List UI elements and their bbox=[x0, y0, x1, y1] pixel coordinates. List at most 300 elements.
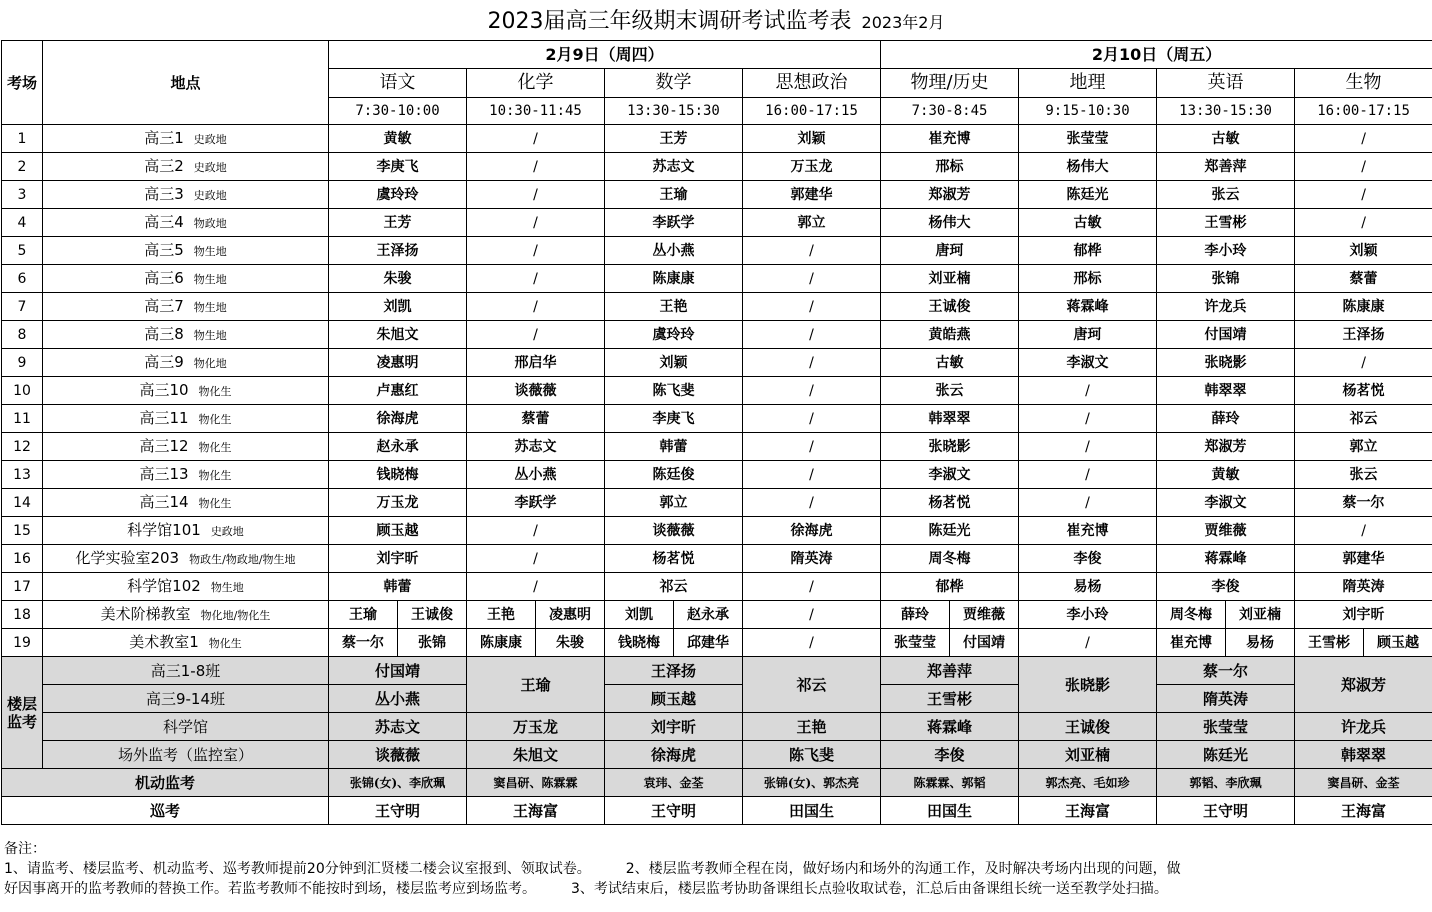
empty-slot: / bbox=[1295, 153, 1432, 181]
proctor-name: 李小玲 bbox=[1019, 601, 1157, 629]
table-row bbox=[2, 461, 1432, 489]
table-row bbox=[2, 433, 1432, 461]
proctor-name: 郑淑芳 bbox=[881, 181, 1019, 209]
floor-proctor: 王瑜 bbox=[467, 657, 605, 713]
proctor-schedule-table bbox=[1, 40, 1432, 825]
location-name: 高三8 bbox=[144, 324, 184, 343]
table-row bbox=[2, 349, 1432, 377]
proctor-name: 张云 bbox=[1295, 461, 1432, 489]
empty-slot: / bbox=[743, 293, 881, 321]
empty-slot: / bbox=[743, 629, 881, 657]
proctor-name: 郑淑芳 bbox=[1157, 433, 1295, 461]
location-name: 高三2 bbox=[144, 156, 184, 175]
room-location bbox=[43, 153, 329, 181]
time-header: 7:30-8:45 bbox=[881, 98, 1019, 125]
subject-header: 英语 bbox=[1157, 69, 1295, 98]
empty-slot: / bbox=[743, 377, 881, 405]
floor-proctor-label: 楼层监考 bbox=[2, 657, 43, 769]
proctor-name: 王诚俊 bbox=[398, 601, 467, 629]
patrol-name: 田国生 bbox=[881, 797, 1019, 825]
proctor-name: 张莹莹 bbox=[1019, 125, 1157, 153]
table-row bbox=[2, 517, 1432, 545]
location-name: 高三3 bbox=[144, 184, 184, 203]
empty-slot: / bbox=[743, 405, 881, 433]
title-text: 2023届高三年级期末调研考试监考表 bbox=[487, 9, 852, 34]
room-header: 考场 bbox=[2, 41, 43, 125]
room-location bbox=[43, 377, 329, 405]
subject-combo-tag: 物政地 bbox=[193, 216, 227, 230]
proctor-name: 谈薇薇 bbox=[605, 517, 743, 545]
proctor-name: 凌惠明 bbox=[536, 601, 605, 629]
table-row bbox=[2, 237, 1432, 265]
room-location bbox=[43, 517, 329, 545]
subject-combo-tag: 史政地 bbox=[210, 524, 244, 538]
floor-proctor-row bbox=[2, 713, 1432, 741]
location-name: 科学馆102 bbox=[127, 576, 201, 595]
empty-slot: / bbox=[467, 209, 605, 237]
subject-header: 数学 bbox=[605, 69, 743, 98]
proctor-name: 郁桦 bbox=[881, 573, 1019, 601]
time-header: 16:00-17:15 bbox=[743, 98, 881, 125]
room-number: 2 bbox=[2, 153, 43, 181]
patrol-label: 巡考 bbox=[2, 797, 329, 825]
room-number: 14 bbox=[2, 489, 43, 517]
proctor-name: 付国靖 bbox=[950, 629, 1019, 657]
proctor-name: 张晓影 bbox=[881, 433, 1019, 461]
room-number: 16 bbox=[2, 545, 43, 573]
table-row bbox=[2, 405, 1432, 433]
room-number: 10 bbox=[2, 377, 43, 405]
proctor-name: 刘颖 bbox=[743, 125, 881, 153]
proctor-name: 张莹莹 bbox=[881, 629, 950, 657]
proctor-name: 韩翠翠 bbox=[881, 405, 1019, 433]
title-bar bbox=[0, 0, 1432, 40]
proctor-name: 贾维薇 bbox=[950, 601, 1019, 629]
empty-slot: / bbox=[467, 293, 605, 321]
room-location bbox=[43, 321, 329, 349]
title-date: 2023年2月 bbox=[861, 13, 945, 32]
room-location bbox=[43, 209, 329, 237]
location-name: 美术教室1 bbox=[129, 632, 199, 651]
proctor-name: 徐海虎 bbox=[329, 405, 467, 433]
proctor-name: 郭立 bbox=[743, 209, 881, 237]
room-location bbox=[43, 349, 329, 377]
proctor-name: 刘亚楠 bbox=[1226, 601, 1295, 629]
proctor-name: 张云 bbox=[1157, 181, 1295, 209]
proctor-name: 郑善萍 bbox=[1157, 153, 1295, 181]
proctor-name: 刘颖 bbox=[605, 349, 743, 377]
proctor-name: 王泽扬 bbox=[1295, 321, 1432, 349]
floor-proctor: 顾玉越 bbox=[605, 685, 743, 713]
location-name: 高三7 bbox=[144, 296, 184, 315]
proctor-name: 王雪彬 bbox=[1157, 209, 1295, 237]
floor-proctor: 付国靖 bbox=[329, 657, 467, 685]
proctor-name: 张锦 bbox=[398, 629, 467, 657]
floor-proctor-row bbox=[2, 685, 1432, 713]
proctor-name: 韩蕾 bbox=[329, 573, 467, 601]
proctor-name: 李淑文 bbox=[881, 461, 1019, 489]
floor-proctor: 谈薇薇 bbox=[329, 741, 467, 769]
notes-line-2: 好因事离开的监考教师的替换工作。若监考教师不能按时到场，楼层监考应到场监考。 3、考试结束后，楼层监考协助备课组长点验收取试卷，汇总后由备课组长统一送至教学处扫描。 bbox=[4, 881, 1168, 897]
proctor-name: 凌惠明 bbox=[329, 349, 467, 377]
table-row bbox=[2, 265, 1432, 293]
subject-combo-tag: 物生地 bbox=[193, 244, 227, 258]
floor-proctor: 丛小燕 bbox=[329, 685, 467, 713]
notes-line-1: 1、请监考、楼层监考、机动监考、巡考教师提前20分钟到汇贤楼二楼会议室报到、领取试卷。 2、楼层监考教师全程在岗，做好场内和场外的沟通工作，及时解决考场内出现的问题，做 bbox=[4, 861, 1181, 877]
floor-proctor: 苏志文 bbox=[329, 713, 467, 741]
room-location bbox=[43, 461, 329, 489]
floor-proctor: 郑淑芳 bbox=[1295, 657, 1432, 713]
proctor-name: 黄皓燕 bbox=[881, 321, 1019, 349]
proctor-name: 蔡蕾 bbox=[1295, 265, 1432, 293]
location-name: 高三5 bbox=[144, 240, 184, 259]
proctor-name: 易杨 bbox=[1019, 573, 1157, 601]
floor-proctor: 李俊 bbox=[881, 741, 1019, 769]
floor-proctor: 许龙兵 bbox=[1295, 713, 1432, 741]
subject-header: 生物 bbox=[1295, 69, 1432, 98]
proctor-name: 唐珂 bbox=[1019, 321, 1157, 349]
proctor-name: 朱骏 bbox=[536, 629, 605, 657]
subject-combo-tag: 史政地 bbox=[193, 188, 227, 202]
proctor-name: 杨伟大 bbox=[1019, 153, 1157, 181]
room-number: 18 bbox=[2, 601, 43, 629]
floor-proctor: 张莹莹 bbox=[1157, 713, 1295, 741]
proctor-name: 王瑜 bbox=[605, 181, 743, 209]
proctor-name: 李淑文 bbox=[1019, 349, 1157, 377]
proctor-name: 王芳 bbox=[329, 209, 467, 237]
proctor-name: 郁桦 bbox=[1019, 237, 1157, 265]
proctor-name: 付国靖 bbox=[1157, 321, 1295, 349]
proctor-name: 刘颖 bbox=[1295, 237, 1432, 265]
proctor-name: 王诚俊 bbox=[881, 293, 1019, 321]
proctor-name: 张云 bbox=[881, 377, 1019, 405]
proctor-name: 邱建华 bbox=[674, 629, 743, 657]
floor-proctor: 王诚俊 bbox=[1019, 713, 1157, 741]
table-row bbox=[2, 153, 1432, 181]
time-header: 10:30-11:45 bbox=[467, 98, 605, 125]
room-number: 4 bbox=[2, 209, 43, 237]
proctor-name: 陈廷光 bbox=[881, 517, 1019, 545]
proctor-name: 许龙兵 bbox=[1157, 293, 1295, 321]
proctor-name: 陈康康 bbox=[605, 265, 743, 293]
table-row bbox=[2, 601, 1432, 629]
proctor-name: 朱旭文 bbox=[329, 321, 467, 349]
proctor-name: 丛小燕 bbox=[467, 461, 605, 489]
room-location bbox=[43, 405, 329, 433]
floor-area: 高三1-8班 bbox=[43, 657, 329, 685]
proctor-name: 虞玲玲 bbox=[329, 181, 467, 209]
proctor-name: 苏志文 bbox=[467, 433, 605, 461]
subject-combo-tag: 物生地 bbox=[193, 272, 227, 286]
table-row bbox=[2, 209, 1432, 237]
location-name: 科学馆101 bbox=[127, 520, 201, 539]
empty-slot: / bbox=[467, 181, 605, 209]
proctor-name: 刘凯 bbox=[329, 293, 467, 321]
room-location bbox=[43, 433, 329, 461]
table-row bbox=[2, 321, 1432, 349]
subject-combo-tag: 物化地 bbox=[193, 356, 227, 370]
proctor-name: 古敏 bbox=[881, 349, 1019, 377]
subject-combo-tag: 物化生 bbox=[198, 496, 232, 510]
proctor-name: 苏志文 bbox=[605, 153, 743, 181]
proctor-name: 王瑜 bbox=[329, 601, 398, 629]
proctor-name: 顾玉越 bbox=[1364, 629, 1432, 657]
location-name: 高三9 bbox=[144, 352, 184, 371]
patrol-name: 王海富 bbox=[467, 797, 605, 825]
proctor-name: 郭建华 bbox=[743, 181, 881, 209]
floor-proctor: 王艳 bbox=[743, 713, 881, 741]
floor-proctor-row bbox=[2, 741, 1432, 769]
subject-combo-tag: 物生地 bbox=[193, 300, 227, 314]
proctor-name: 李庚飞 bbox=[329, 153, 467, 181]
mobile-proctor: 窦昌研、陈霖霖 bbox=[467, 769, 605, 797]
proctor-name: 李小玲 bbox=[1157, 237, 1295, 265]
floor-proctor-row bbox=[2, 657, 1432, 685]
room-number: 19 bbox=[2, 629, 43, 657]
subject-header: 化学 bbox=[467, 69, 605, 98]
empty-slot: / bbox=[743, 433, 881, 461]
empty-slot: / bbox=[743, 601, 881, 629]
room-location bbox=[43, 629, 329, 657]
proctor-name: 赵永承 bbox=[329, 433, 467, 461]
table-row bbox=[2, 181, 1432, 209]
empty-slot: / bbox=[467, 125, 605, 153]
mobile-proctor: 郭韬、李欣珮 bbox=[1157, 769, 1295, 797]
patrol-name: 王海富 bbox=[1295, 797, 1432, 825]
proctor-name: 陈飞斐 bbox=[605, 377, 743, 405]
floor-area: 高三9-14班 bbox=[43, 685, 329, 713]
patrol-name: 王海富 bbox=[1019, 797, 1157, 825]
empty-slot: / bbox=[743, 237, 881, 265]
location-name: 高三14 bbox=[139, 492, 189, 511]
floor-area: 科学馆 bbox=[43, 713, 329, 741]
subject-combo-tag: 物政生/物政地/物生地 bbox=[189, 552, 296, 566]
table-row bbox=[2, 545, 1432, 573]
proctor-name: 蔡一尔 bbox=[329, 629, 398, 657]
proctor-name: 古敏 bbox=[1157, 125, 1295, 153]
empty-slot: / bbox=[743, 489, 881, 517]
proctor-name: 万玉龙 bbox=[329, 489, 467, 517]
proctor-name: 隋英涛 bbox=[1295, 573, 1432, 601]
location-header: 地点 bbox=[43, 41, 329, 125]
time-header: 7:30-10:00 bbox=[329, 98, 467, 125]
proctor-name: 杨茗悦 bbox=[1295, 377, 1432, 405]
subject-header: 思想政治 bbox=[743, 69, 881, 98]
proctor-name: 杨伟大 bbox=[881, 209, 1019, 237]
proctor-name: 薛玲 bbox=[1157, 405, 1295, 433]
empty-slot: / bbox=[1019, 629, 1157, 657]
proctor-name: 王雪彬 bbox=[1295, 629, 1364, 657]
proctor-name: 钱晓梅 bbox=[329, 461, 467, 489]
floor-proctor: 蒋霖峰 bbox=[881, 713, 1019, 741]
subject-header: 语文 bbox=[329, 69, 467, 98]
room-number: 17 bbox=[2, 573, 43, 601]
time-header: 9:15-10:30 bbox=[1019, 98, 1157, 125]
subject-combo-tag: 物化生 bbox=[208, 636, 242, 650]
room-location bbox=[43, 181, 329, 209]
room-location bbox=[43, 489, 329, 517]
proctor-name: 郭立 bbox=[605, 489, 743, 517]
empty-slot: / bbox=[1295, 209, 1432, 237]
floor-proctor: 刘宇昕 bbox=[605, 713, 743, 741]
floor-proctor: 韩翠翠 bbox=[1295, 741, 1432, 769]
proctor-name: 钱晓梅 bbox=[605, 629, 674, 657]
mobile-proctor: 袁玮、金荃 bbox=[605, 769, 743, 797]
proctor-name: 朱骏 bbox=[329, 265, 467, 293]
empty-slot: / bbox=[743, 461, 881, 489]
empty-slot: / bbox=[743, 265, 881, 293]
patrol-name: 王守明 bbox=[329, 797, 467, 825]
proctor-name: 周冬梅 bbox=[881, 545, 1019, 573]
room-location bbox=[43, 265, 329, 293]
proctor-name: 刘宇昕 bbox=[1295, 601, 1432, 629]
location-name: 高三12 bbox=[139, 436, 189, 455]
proctor-name: 陈康康 bbox=[1295, 293, 1432, 321]
location-name: 化学实验室203 bbox=[75, 548, 180, 567]
proctor-name: 陈廷光 bbox=[1019, 181, 1157, 209]
subject-combo-tag: 物生地 bbox=[210, 580, 244, 594]
room-location bbox=[43, 601, 329, 629]
mobile-proctor: 张锦(女)、李欣珮 bbox=[329, 769, 467, 797]
proctor-name: 蒋霖峰 bbox=[1019, 293, 1157, 321]
time-header: 13:30-15:30 bbox=[605, 98, 743, 125]
proctor-name: 徐海虎 bbox=[743, 517, 881, 545]
subject-header: 地理 bbox=[1019, 69, 1157, 98]
proctor-name: 崔充博 bbox=[1019, 517, 1157, 545]
subject-combo-tag: 物化生 bbox=[198, 412, 232, 426]
mobile-proctor: 郭杰亮、毛如珍 bbox=[1019, 769, 1157, 797]
proctor-name: 顾玉越 bbox=[329, 517, 467, 545]
proctor-name: 祁云 bbox=[1295, 405, 1432, 433]
proctor-name: 郭建华 bbox=[1295, 545, 1432, 573]
empty-slot: / bbox=[743, 573, 881, 601]
proctor-name: 王芳 bbox=[605, 125, 743, 153]
proctor-name: 李庚飞 bbox=[605, 405, 743, 433]
floor-proctor: 隋英涛 bbox=[1157, 685, 1295, 713]
date-header-0: 2月9日（周四） bbox=[329, 41, 881, 69]
empty-slot: / bbox=[1019, 489, 1157, 517]
location-name: 高三1 bbox=[144, 128, 184, 147]
empty-slot: / bbox=[467, 517, 605, 545]
floor-proctor: 万玉龙 bbox=[467, 713, 605, 741]
proctor-name: 赵永承 bbox=[674, 601, 743, 629]
table-row bbox=[2, 573, 1432, 601]
floor-proctor: 刘亚楠 bbox=[1019, 741, 1157, 769]
proctor-name: 贾维薇 bbox=[1157, 517, 1295, 545]
proctor-name: 刘亚楠 bbox=[881, 265, 1019, 293]
proctor-name: 虞玲玲 bbox=[605, 321, 743, 349]
proctor-name: 陈康康 bbox=[467, 629, 536, 657]
proctor-name: 薛玲 bbox=[881, 601, 950, 629]
table-row bbox=[2, 125, 1432, 153]
document-title bbox=[0, 4, 1432, 35]
floor-proctor: 徐海虎 bbox=[605, 741, 743, 769]
date-header-1: 2月10日（周五） bbox=[881, 41, 1432, 69]
empty-slot: / bbox=[1295, 181, 1432, 209]
patrol-name: 王守明 bbox=[605, 797, 743, 825]
proctor-name: 韩蕾 bbox=[605, 433, 743, 461]
proctor-name: 张锦 bbox=[1157, 265, 1295, 293]
location-name: 高三11 bbox=[139, 408, 189, 427]
floor-proctor: 祁云 bbox=[743, 657, 881, 713]
room-number: 11 bbox=[2, 405, 43, 433]
proctor-name: 刘宇昕 bbox=[329, 545, 467, 573]
proctor-name: 蔡蕾 bbox=[467, 405, 605, 433]
proctor-name: 唐珂 bbox=[881, 237, 1019, 265]
empty-slot: / bbox=[1019, 377, 1157, 405]
empty-slot: / bbox=[743, 321, 881, 349]
subject-header: 物理/历史 bbox=[881, 69, 1019, 98]
proctor-name: 张晓影 bbox=[1157, 349, 1295, 377]
floor-proctor: 陈廷光 bbox=[1157, 741, 1295, 769]
patrol-row bbox=[2, 797, 1432, 825]
subject-combo-tag: 物化生 bbox=[198, 468, 232, 482]
proctor-name: 李跃学 bbox=[605, 209, 743, 237]
proctor-name: 李跃学 bbox=[467, 489, 605, 517]
subject-combo-tag: 物化生 bbox=[198, 384, 232, 398]
proctor-name: 蒋霖峰 bbox=[1157, 545, 1295, 573]
mobile-proctor: 窦昌研、金荃 bbox=[1295, 769, 1432, 797]
empty-slot: / bbox=[1019, 433, 1157, 461]
room-number: 12 bbox=[2, 433, 43, 461]
room-location bbox=[43, 237, 329, 265]
floor-proctor: 朱旭文 bbox=[467, 741, 605, 769]
location-name: 高三6 bbox=[144, 268, 184, 287]
floor-proctor: 陈飞斐 bbox=[743, 741, 881, 769]
proctor-name: 刘凯 bbox=[605, 601, 674, 629]
proctor-name: 万玉龙 bbox=[743, 153, 881, 181]
notes-heading: 备注： bbox=[4, 841, 46, 857]
location-name: 高三4 bbox=[144, 212, 184, 231]
subject-combo-tag: 史政地 bbox=[193, 160, 227, 174]
room-location bbox=[43, 293, 329, 321]
proctor-name: 李俊 bbox=[1157, 573, 1295, 601]
room-location bbox=[43, 545, 329, 573]
table-row bbox=[2, 629, 1432, 657]
empty-slot: / bbox=[1295, 349, 1432, 377]
floor-proctor: 王泽扬 bbox=[605, 657, 743, 685]
mobile-proctor-row bbox=[2, 769, 1432, 797]
proctor-name: 黄敏 bbox=[1157, 461, 1295, 489]
proctor-name: 隋英涛 bbox=[743, 545, 881, 573]
proctor-name: 周冬梅 bbox=[1157, 601, 1226, 629]
proctor-name: 蔡一尔 bbox=[1295, 489, 1432, 517]
room-number: 5 bbox=[2, 237, 43, 265]
room-location bbox=[43, 573, 329, 601]
proctor-name: 杨茗悦 bbox=[881, 489, 1019, 517]
location-name: 高三13 bbox=[139, 464, 189, 483]
location-name: 美术阶梯教室 bbox=[100, 604, 191, 623]
empty-slot: / bbox=[743, 349, 881, 377]
proctor-name: 卢惠红 bbox=[329, 377, 467, 405]
proctor-name: 郭立 bbox=[1295, 433, 1432, 461]
room-number: 8 bbox=[2, 321, 43, 349]
proctor-name: 邢标 bbox=[881, 153, 1019, 181]
notes bbox=[0, 825, 1432, 899]
room-number: 9 bbox=[2, 349, 43, 377]
table-row bbox=[2, 489, 1432, 517]
empty-slot: / bbox=[467, 237, 605, 265]
room-location bbox=[43, 125, 329, 153]
proctor-name: 杨茗悦 bbox=[605, 545, 743, 573]
proctor-name: 王艳 bbox=[467, 601, 536, 629]
proctor-name: 黄敏 bbox=[329, 125, 467, 153]
proctor-name: 易杨 bbox=[1226, 629, 1295, 657]
proctor-name: 崔充博 bbox=[1157, 629, 1226, 657]
time-header: 16:00-17:15 bbox=[1295, 98, 1432, 125]
proctor-name: 李俊 bbox=[1019, 545, 1157, 573]
floor-area: 场外监考（监控室） bbox=[43, 741, 329, 769]
